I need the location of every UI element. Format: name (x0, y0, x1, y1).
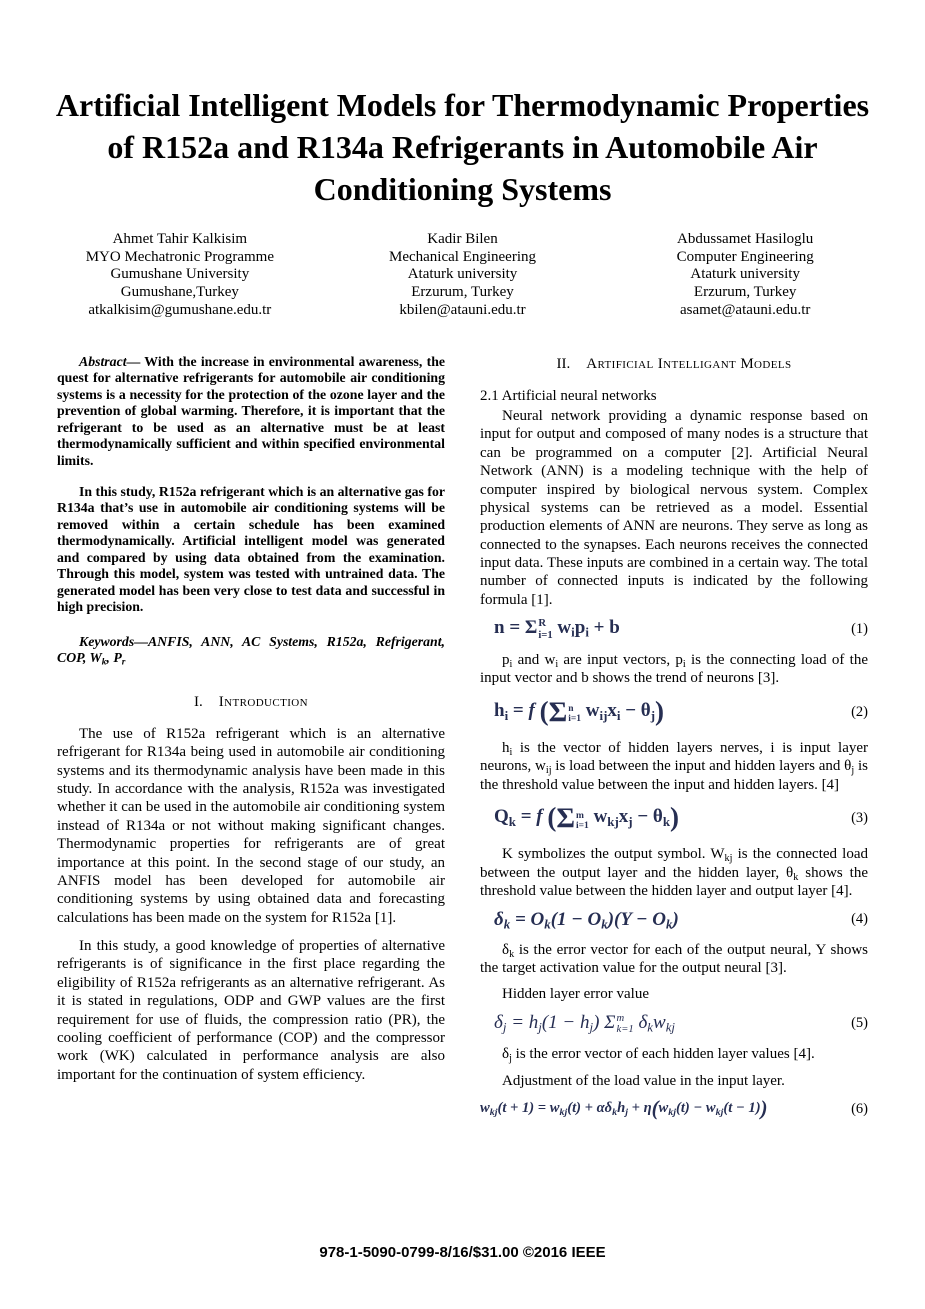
keywords: Keywords—ANFIS, ANN, AC Systems, R152a, Refrigerant, COP, $W_k$, $P_r$ (57, 633, 445, 669)
author-location: Gumushane,Turkey (120, 284, 239, 301)
models-paragraph-1: Neural network providing a dynamic response based on input for output and composed of many nodes is a structure that can be programmed on a computer [2]. Artificial Neural Network (ANN) is a modeling technique with the help of computer inspired by biological nervous system. Complex physical systems can be retrieved as a model. Essential production elements of ANN are neurons. They serve as long as connected to the synapses. Each neurons receives the connected input data. These inputs are combined in a certain way. The total number of connected inputs is indicated by the following formula [1]. (480, 408, 868, 608)
author-email: atkalkisim@gumushane.edu.tr (88, 301, 272, 318)
copyright-notice: 978-1-5090-0799-8/16/$31.00 ©2016 IEEE (319, 1244, 606, 1261)
author-card-2 (321, 231, 604, 320)
equation-1 (480, 617, 868, 641)
equation-1-number: (1) (851, 620, 868, 637)
author-card-3 (604, 231, 887, 320)
models-paragraph-2: $p_i$ and $w_i$ are input vectors, $p_i$ is the connecting load of the input vector and b shows the trend of neurons [3]. (480, 651, 868, 687)
author-email: asamet@atauni.edu.tr (679, 301, 811, 318)
author-department: MYO Mechatronic Programme (85, 248, 274, 265)
equation-3 (480, 802, 868, 835)
equation-1-formula: n = Σ R i=1 $w_ip_i + b$ (494, 617, 620, 641)
equation-6-number: (6) (851, 1101, 868, 1118)
author-location: Erzurum, Turkey (693, 284, 797, 301)
author-department: Computer Engineering (676, 248, 814, 265)
intro-paragraph-1: The use of R152a refrigerant which is an alternative refrigerant for R134a being used in automobile air conditioning systems and its thermodynamic analysis have been made in this study. In accordance with the analysis, R152a was investigated whether it can be used in the automobile air conditioning system instead of R134a or not without making significant changes. Thermodynamic properties for refrigerants are of great importance at this point. In the second stage of our study, an ANFIS model has been developed for automobile air conditioning systems by using obtained data and forecasting calculations has been made on the system for R152a [1]. (57, 725, 445, 926)
hidden-layer-error-label: Hidden layer error value (502, 986, 650, 1003)
section-heading-introduction (57, 694, 445, 711)
equation-2-number: (2) (851, 703, 868, 720)
author-name: Kadir Bilen (427, 230, 498, 247)
section-number: II. (556, 355, 571, 372)
equation-4-formula: $\delta_k = O_k(1 - O_k)(Y - O_k)$ (494, 908, 679, 932)
paper-title: Artificial Intelligent Models for Thermodynamic Properties of R152a and R134a Refrigerants in Automobile Air Conditioning Systems (55, 87, 870, 208)
two-column-body (0, 320, 925, 1131)
author-name: Abdussamet Hasiloglu (677, 230, 814, 247)
author-institution: Ataturk university (690, 266, 800, 283)
equation-3-formula: $Q_k = f$ (Σ m i=1 $w_{kj}x_j - \theta_k$) (494, 802, 680, 835)
abstract-paragraph-1: Abstract— With the increase in environmental awareness, the quest for alternative refrigerants for automobile air conditioning systems is a necessity for the protection of the ozone layer and the prevention of global warming. Therefore, it is important that the refrigerant to be used as an alternative must be at least thermodynamically sufficient and within specified environmental limits. (57, 353, 445, 468)
author-institution: Gumushane University (110, 266, 250, 283)
models-paragraph-5: $\delta_k$ is the error vector for each of the output neural, Y shows the target activation value for the output neural [3]. (480, 941, 868, 976)
equation-3-number: (3) (851, 810, 868, 827)
section-number: I. (194, 693, 203, 710)
subsection-heading: 2.1 Artificial neural networks (480, 387, 657, 404)
equation-2 (480, 696, 868, 729)
section-heading-models (480, 356, 868, 373)
equation-6 (480, 1098, 868, 1121)
author-institution: Ataturk university (407, 266, 518, 283)
section-title: Artificial Intelligant Models (586, 355, 792, 372)
equation-4-number: (4) (851, 911, 868, 928)
author-department: Mechanical Engineering (388, 248, 537, 265)
author-email: kbilen@atauni.edu.tr (399, 301, 526, 318)
equation-4 (480, 909, 868, 931)
models-paragraph-4: K symbolizes the output symbol. $W_{kj}$ is the connected load between the output layer and the hidden layer, $\theta_k$ shows the threshold value between the hidden layer and output layer [4]. (480, 846, 868, 900)
abstract-paragraph-2: In this study, R152a refrigerant which is an alternative gas for R134a that’s use in automobile air conditioning systems will be removed within a certain schedule has been examined thermodynamically. Artificial intelligent model was generated and compared by using data obtained from the examination. Through this model, system was tested with untrained data. The generated model has been very close to test data and successful in high precision. (57, 483, 445, 615)
author-name: Ahmet Tahir Kalkisim (112, 230, 248, 247)
equation-2-formula: $h_i = f$ (Σ n i=1 $w_{ij}x_i - \theta_j$) (494, 695, 665, 728)
left-column (57, 354, 445, 1131)
equation-5-formula: $\delta_j = h_j(1 - h_j)$ Σ m k=1 $\delta_kw_{kj}$ (494, 1011, 676, 1036)
intro-paragraph-2: In this study, a good knowledge of properties of alternative refrigerants is of significance in the first place regarding the eligibility of R152a refrigerants as an alternative refrigerant. As it is stated in regulations, ODP and GWP values are the first requirement for use of fluids, the compression ratio (PR), the cooling coefficient of performance (COP) and the compressor work (WK) calculated in performance analysis are also important for the continuation of system efficiency. (57, 938, 445, 1083)
section-title: Introduction (218, 693, 308, 710)
models-paragraph-3: $h_i$ is the vector of hidden layers nerves, i is input layer neurons, $w_{ij}$ is load between the input and hidden layers and $\theta_j$ is the threshold value between the input and hidden layers. [4] (480, 739, 868, 793)
models-paragraph-6: $\delta_j$ is the error vector of each hidden layer values [4]. (502, 1046, 815, 1065)
equation-6-formula: $w_{kj}(t + 1) = w_{kj}(t) + \alpha\delta_kh_j + \eta(w_{kj}(t) - w_{kj}(t - 1))$ (480, 1098, 768, 1121)
equation-5-number: (5) (851, 1014, 868, 1031)
author-block (39, 231, 887, 320)
author-location: Erzurum, Turkey (411, 284, 514, 301)
right-column (480, 354, 868, 1131)
author-card-1 (39, 231, 322, 320)
load-adjustment-label: Adjustment of the load value in the input layer. (502, 1072, 785, 1089)
equation-5 (480, 1012, 868, 1036)
